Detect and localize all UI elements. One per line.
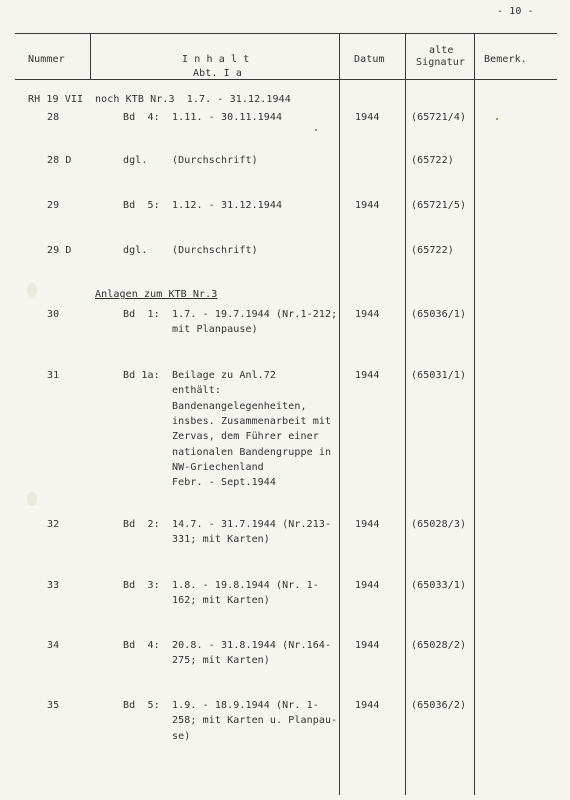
header-nummer: Nummer bbox=[28, 54, 65, 65]
entry-signature: (65721/4) bbox=[411, 112, 467, 123]
entry-number: 34 bbox=[47, 640, 60, 651]
entry-content-line: nationalen Bandengruppe in bbox=[172, 446, 332, 458]
entry-signature: (65033/1) bbox=[411, 580, 467, 591]
header-datum: Datum bbox=[354, 54, 385, 65]
entry-content-line: 331; mit Karten) bbox=[172, 534, 270, 546]
entry-date: 1944 bbox=[355, 700, 380, 711]
series-title: noch KTB Nr.3 1.7. - 31.12.1944 bbox=[95, 94, 291, 105]
entry-date: 1944 bbox=[355, 112, 380, 123]
entry-volume: Bd 1: bbox=[123, 309, 160, 320]
entry-volume: Bd 5: bbox=[123, 200, 160, 211]
entry-date: 1944 bbox=[355, 640, 380, 651]
series-number: RH 19 VII bbox=[28, 94, 84, 105]
entry-number: 35 bbox=[47, 700, 60, 711]
speck bbox=[496, 118, 498, 120]
entry-content-line: Febr. - Sept.1944 bbox=[172, 477, 277, 489]
entry-content-line: (Durchschrift) bbox=[172, 245, 258, 256]
entry-number: 31 bbox=[47, 370, 60, 381]
entry-signature: (65028/2) bbox=[411, 640, 467, 651]
entry-number: 32 bbox=[47, 519, 60, 530]
entry-date: 1944 bbox=[355, 370, 380, 381]
entry-content-line: 275; mit Karten) bbox=[172, 655, 270, 667]
entry-volume: Bd 2: bbox=[123, 519, 160, 530]
entry-number: 29 bbox=[47, 200, 60, 211]
entry-signature: (65721/5) bbox=[411, 200, 467, 211]
entry-content-line: Bandenangelegenheiten, bbox=[172, 400, 307, 412]
entry-signature: (65031/1) bbox=[411, 370, 467, 381]
entry-number: 28 bbox=[47, 112, 60, 123]
entry-volume: Bd 4: bbox=[123, 112, 160, 123]
entry-content-line: 1.11. - 30.11.1944 bbox=[172, 112, 283, 123]
entry-content-line: Zervas, dem Führer einer bbox=[172, 431, 319, 443]
entry-volume: Bd 5: bbox=[123, 700, 160, 711]
speck bbox=[315, 129, 317, 131]
entry-signature: (65036/2) bbox=[411, 700, 467, 711]
entry-number: 30 bbox=[47, 309, 60, 320]
entry-content-line: Beilage zu Anl.72 bbox=[172, 370, 277, 381]
entry-date: 1944 bbox=[355, 200, 380, 211]
column-divider-inhalt bbox=[339, 33, 340, 795]
entry-content-line: mit Planpause) bbox=[172, 324, 258, 336]
entry-volume: dgl. bbox=[123, 245, 148, 256]
entry-date: 1944 bbox=[355, 580, 380, 591]
entry-number: 33 bbox=[47, 580, 60, 591]
header-signatur-line1: alte bbox=[429, 45, 454, 56]
entry-number: 29 D bbox=[47, 245, 72, 256]
column-divider-nummer bbox=[90, 33, 91, 79]
entry-number: 28 D bbox=[47, 155, 72, 166]
entry-date: 1944 bbox=[355, 519, 380, 530]
entry-signature: (65722) bbox=[411, 245, 454, 256]
column-divider-signatur bbox=[474, 33, 475, 795]
entry-date: 1944 bbox=[355, 309, 380, 320]
entry-content-line: se) bbox=[172, 730, 191, 742]
entry-content-line: 1.12. - 31.12.1944 bbox=[172, 200, 283, 211]
column-divider-datum bbox=[405, 33, 406, 795]
header-bemerk: Bemerk. bbox=[484, 54, 527, 65]
entry-volume: Bd 3: bbox=[123, 580, 160, 591]
table-top-rule bbox=[15, 33, 557, 34]
page-number: - 10 - bbox=[497, 6, 534, 17]
entry-content-line: enthält: bbox=[172, 385, 221, 397]
header-inhalt: I n h a l t bbox=[182, 54, 250, 65]
entry-content-line: (Durchschrift) bbox=[172, 155, 258, 166]
entry-content-line: 14.7. - 31.7.1944 (Nr.213- bbox=[172, 519, 332, 530]
entry-content-line: 1.9. - 18.9.1944 (Nr. 1- bbox=[172, 700, 319, 711]
entry-volume: dgl. bbox=[123, 155, 148, 166]
entry-volume: Bd 1a: bbox=[123, 370, 160, 381]
header-abteilung: Abt. I a bbox=[193, 68, 242, 79]
entry-content-line: 1.7. - 19.7.1944 (Nr.1-212; bbox=[172, 309, 338, 320]
entry-content-line: 1.8. - 19.8.1944 (Nr. 1- bbox=[172, 580, 319, 591]
section-heading: Anlagen zum KTB Nr.3 bbox=[95, 289, 218, 300]
entry-content-line: NW-Griechenland bbox=[172, 461, 264, 473]
entry-signature: (65028/3) bbox=[411, 519, 467, 530]
entry-content-line: insbes. Zusammenarbeit mit bbox=[172, 415, 332, 427]
entry-signature: (65722) bbox=[411, 155, 454, 166]
header-signatur-line2: Signatur bbox=[416, 57, 465, 68]
table-header-rule bbox=[15, 79, 557, 80]
entry-content-line: 20.8. - 31.8.1944 (Nr.164- bbox=[172, 640, 332, 651]
punch-hole bbox=[27, 283, 37, 297]
entry-signature: (65036/1) bbox=[411, 309, 467, 320]
entry-volume: Bd 4: bbox=[123, 640, 160, 651]
entry-content-line: 258; mit Karten u. Planpau- bbox=[172, 715, 338, 727]
entry-content-line: 162; mit Karten) bbox=[172, 595, 270, 607]
punch-hole bbox=[27, 492, 37, 506]
